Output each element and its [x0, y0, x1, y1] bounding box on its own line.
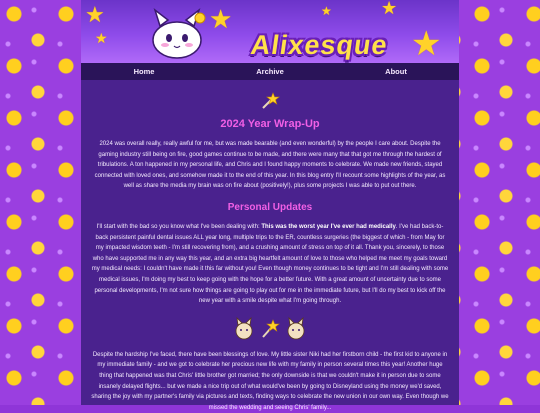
star-icon: ★	[209, 4, 233, 34]
star-wand-icon	[260, 316, 280, 340]
cat-icon	[234, 316, 254, 340]
intro-paragraph: 2024 was overall really, really awful for me, but was made bearable (and even wonderful) by the people I care about. Despite the gaming industry still being on fire, good games continue to be made, and there were many that that got me through the hardest of tribulations. A ton happened in my personal life, and Chris and I found happy moments to celebrate. We made new friends, stayed connected with loved ones, and somehow made it to the end of this year. In this blog entry I'll recount some highlights of the year, as well as share the media my brain was on fire about (positively!), plus some projects I was able to put out there.	[94, 141, 446, 190]
site-title[interactable]: Alixesque	[248, 30, 390, 60]
nav-archive-link[interactable]: Archive	[256, 67, 284, 76]
personal-paragraph	[91, 222, 449, 307]
post-title: 2024 Year Wrap-Up	[220, 118, 320, 130]
paragraph-text: . I've had back-to-back persistent painful dental issues ALL year long, multiple trips to the ER, countless surgeries (the biggest of which - from May for my impacted wisdom teeth - I'm still recovering from), and a crushing amount of stress on top of it all. Thank you, sincerely, to those who have supported me in any way this year, and an extra big heartfelt amount of love to those who helped me meet my goals toward my medical needs: I couldn't have made it this far without you! Even though money continues to be tight and I'm still dealing with some medical issues, I'm doing my best to keep going with the hope for a better future. With a great amount of uncertainty due to some personal developments, I'm not sure how things are going to play out for me in the immediate future, but I'll do my best to kick off the new year with a smile despite what I'm going through.	[91, 223, 449, 305]
paragraph-text: I'll start with the bad so you know what I've been dealing with:	[96, 223, 262, 230]
post-content	[91, 88, 449, 411]
cat-icon	[286, 316, 306, 340]
star-icon: ★	[321, 4, 332, 18]
nav-bar	[81, 63, 459, 80]
header-banner	[81, 0, 459, 63]
nav-about-link[interactable]: About	[385, 67, 407, 76]
blessings-paragraph: Despite the hardship I've faced, there have been blessings of love. My little sister Niki had her firstborn child - the first kid to anyone in my immediate family - and we got to celebrate her precious new life with my family in person several times this year! Another huge thing that happened was that Chris' little brother got married; the only downside is that we couldn't make it in person due to some insanely delayed flights... but we made a nice trip out of what would've been by going to Disneyland using the money we'd saved, sharing the joy with my partner's family via pictures and texts, finding ways to celebrate the new union in our own way. Even though we missed the wedding and seeing Chris' family...	[91, 351, 449, 411]
star-icon: ★	[381, 0, 398, 18]
section-heading: Personal Updates	[227, 201, 313, 213]
bold-statement: This was the worst year I've ever had medically	[261, 223, 396, 230]
star-icon: ★	[95, 30, 108, 46]
mascot-divider	[91, 316, 449, 340]
star-icon: ★	[85, 2, 105, 27]
nav-home-link[interactable]: Home	[133, 67, 155, 76]
mascot-icon	[144, 6, 210, 60]
star-icon: ★	[411, 25, 442, 63]
star-wand-icon	[260, 92, 280, 110]
